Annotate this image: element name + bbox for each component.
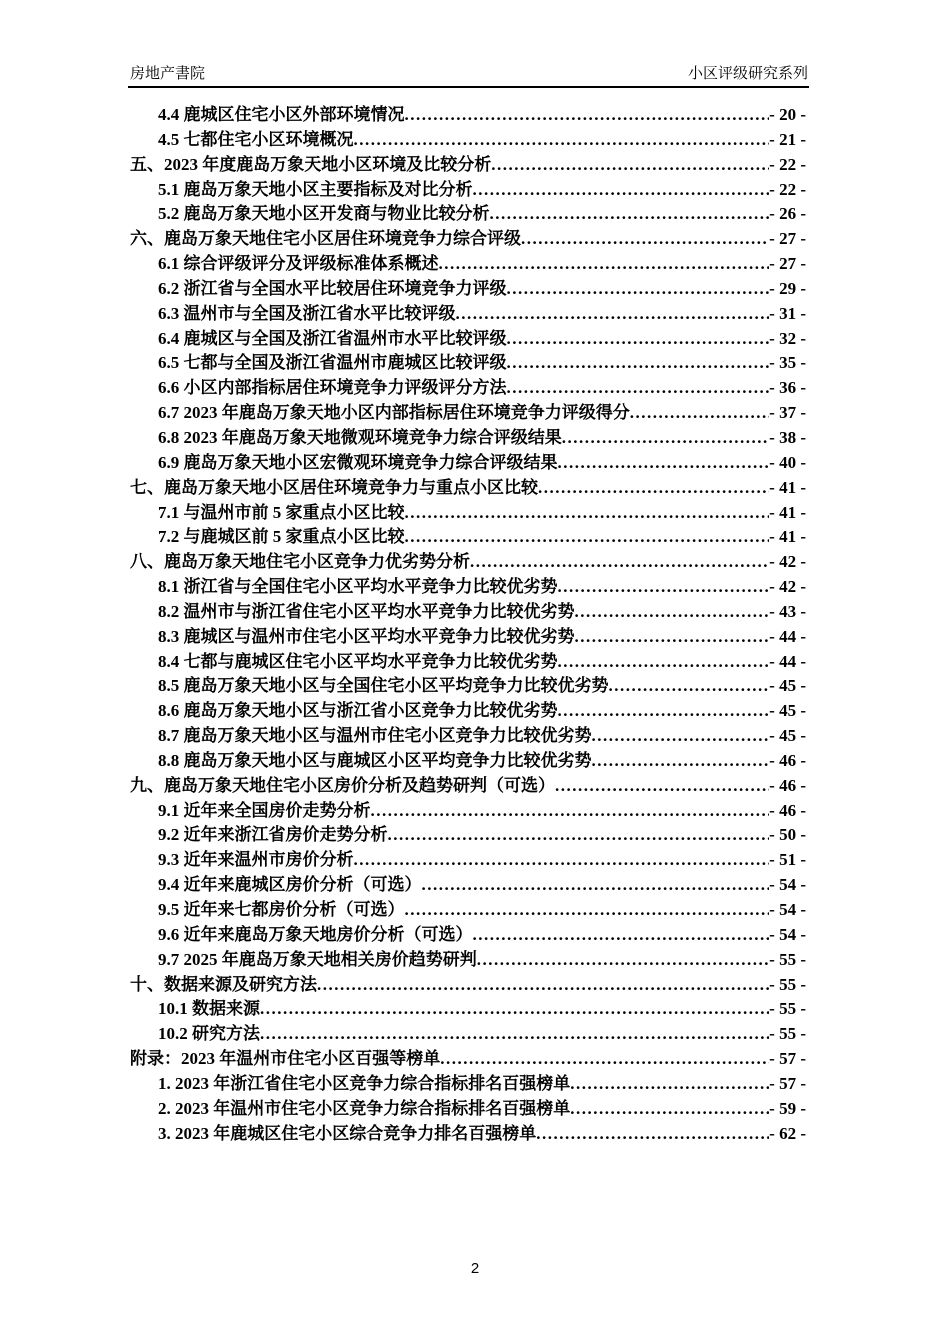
- toc-entry[interactable]: [130, 1097, 806, 1122]
- dot-leader: [260, 997, 769, 1022]
- toc-entry[interactable]: [130, 426, 806, 451]
- toc-entry-page-number: - 54 -: [769, 875, 806, 895]
- dot-leader: [592, 724, 770, 749]
- dot-leader: [507, 327, 770, 352]
- header-right-series-title: 小区评级研究系列: [687, 65, 808, 82]
- toc-entry-label[interactable]: 附录：2023 年温州市住宅小区百强等榜单: [130, 1049, 441, 1069]
- toc-entry-page-number: - 26 -: [769, 204, 806, 224]
- toc-entry[interactable]: [130, 476, 806, 501]
- toc-entry[interactable]: [130, 277, 806, 302]
- dot-leader: [536, 1122, 769, 1147]
- toc-entry-label[interactable]: 8.2 温州市与浙江省住宅小区平均水平竞争力比较优劣势: [158, 601, 575, 621]
- dot-leader: [490, 202, 770, 227]
- toc-entry-label[interactable]: 9.4 近年来鹿城区房价分析（可选）: [158, 875, 422, 895]
- toc-entry-label[interactable]: 7.1 与温州市前 5 家重点小区比较: [158, 502, 405, 522]
- toc-entry-label[interactable]: 九、鹿岛万象天地住宅小区房价分析及趋势研判（可选）: [130, 775, 555, 795]
- toc-entry-page-number: - 45 -: [769, 701, 806, 721]
- dot-leader: [473, 923, 770, 948]
- toc-entry[interactable]: [130, 575, 806, 600]
- toc-entry-page-number: - 32 -: [769, 328, 806, 348]
- toc-entry-page-number: - 35 -: [769, 353, 806, 373]
- dot-leader: [354, 128, 770, 153]
- toc-entry[interactable]: [130, 525, 806, 550]
- dot-leader: [562, 426, 769, 451]
- dot-leader: [609, 674, 770, 699]
- dot-leader: [260, 1022, 769, 1047]
- toc-entry-label[interactable]: 9.6 近年来鹿岛万象天地房价分析（可选）: [158, 924, 473, 944]
- dot-leader: [575, 625, 770, 650]
- dot-leader: [371, 799, 770, 824]
- toc-entry-page-number: - 22 -: [769, 154, 806, 174]
- dot-leader: [558, 650, 770, 675]
- toc-entry-label[interactable]: 6.4 鹿城区与全国及浙江省温州市水平比较评级: [158, 328, 507, 348]
- toc-entry-label[interactable]: 6.5 七都与全国及浙江省温州市鹿城区比较评级: [158, 353, 507, 373]
- dot-leader: [473, 178, 770, 203]
- toc-entry[interactable]: [130, 1022, 806, 1047]
- toc-entry-page-number: - 40 -: [769, 452, 806, 472]
- dot-leader: [558, 575, 770, 600]
- toc-entry[interactable]: [130, 600, 806, 625]
- toc-entry[interactable]: [130, 327, 806, 352]
- toc-entry[interactable]: [130, 674, 806, 699]
- page-footer: [0, 1260, 950, 1277]
- toc-entry-label[interactable]: 六、鹿岛万象天地住宅小区居住环境竞争力综合评级: [130, 229, 521, 249]
- toc-entry-page-number: - 50 -: [769, 825, 806, 845]
- dot-leader: [491, 153, 769, 178]
- toc-entry-label[interactable]: 1. 2023 年浙江省住宅小区竞争力综合指标排名百强榜单: [158, 1073, 571, 1093]
- toc-entry-label[interactable]: 五、2023 年度鹿岛万象天地小区环境及比较分析: [130, 154, 492, 174]
- dot-leader: [507, 351, 770, 376]
- dot-leader: [558, 699, 770, 724]
- toc-entry-label[interactable]: 5.1 鹿岛万象天地小区主要指标及对比分析: [158, 179, 473, 199]
- header-divider: [128, 86, 809, 88]
- toc-entry-page-number: - 21 -: [769, 129, 806, 149]
- dot-leader: [630, 401, 769, 426]
- toc-entry-label[interactable]: 6.1 综合评级评分及评级标准体系概述: [158, 254, 439, 274]
- toc-entry[interactable]: [130, 848, 806, 873]
- toc-entry-label[interactable]: 9.2 近年来浙江省房价走势分析: [158, 825, 388, 845]
- toc-entry-label[interactable]: 8.5 鹿岛万象天地小区与全国住宅小区平均竞争力比较优劣势: [158, 676, 609, 696]
- dot-leader: [570, 1072, 769, 1097]
- dot-leader: [470, 550, 769, 575]
- table-of-contents: [130, 103, 806, 1146]
- toc-entry[interactable]: [130, 774, 806, 799]
- toc-entry-label[interactable]: 4.5 七都住宅小区环境概况: [158, 129, 354, 149]
- toc-entry[interactable]: [130, 202, 806, 227]
- toc-entry-page-number: - 59 -: [769, 1098, 806, 1118]
- toc-entry-page-number: - 31 -: [769, 303, 806, 323]
- dot-leader: [388, 823, 770, 848]
- toc-entry-label[interactable]: 8.4 七都与鹿城区住宅小区平均水平竞争力比较优劣势: [158, 651, 558, 671]
- toc-entry-label[interactable]: 2. 2023 年温州市住宅小区竞争力综合指标排名百强榜单: [158, 1098, 571, 1118]
- toc-entry[interactable]: [130, 302, 806, 327]
- dot-leader: [405, 898, 770, 923]
- toc-entry-label[interactable]: 3. 2023 年鹿城区住宅小区综合竞争力排名百强榜单: [158, 1123, 537, 1143]
- dot-leader: [456, 302, 770, 327]
- toc-entry-page-number: - 41 -: [769, 502, 806, 522]
- dot-leader: [317, 973, 769, 998]
- toc-entry-label[interactable]: 7.2 与鹿城区前 5 家重点小区比较: [158, 527, 405, 547]
- toc-entry-page-number: - 42 -: [769, 552, 806, 572]
- toc-entry-page-number: - 55 -: [769, 1024, 806, 1044]
- toc-entry-label[interactable]: 10.1 数据来源: [158, 999, 260, 1019]
- toc-entry-page-number: - 43 -: [769, 601, 806, 621]
- toc-entry[interactable]: [130, 699, 806, 724]
- toc-entry-page-number: - 46 -: [769, 775, 806, 795]
- toc-entry-label[interactable]: 8.7 鹿岛万象天地小区与温州市住宅小区竞争力比较优劣势: [158, 726, 592, 746]
- dot-leader: [558, 451, 770, 476]
- toc-entry-page-number: - 55 -: [769, 949, 806, 969]
- toc-entry[interactable]: [130, 898, 806, 923]
- toc-entry-page-number: - 29 -: [769, 278, 806, 298]
- toc-entry-label[interactable]: 8.8 鹿岛万象天地小区与鹿城区小区平均竞争力比较优劣势: [158, 750, 592, 770]
- toc-entry-label[interactable]: 八、鹿岛万象天地住宅小区竞争力优劣势分析: [130, 552, 470, 572]
- toc-entry-page-number: - 55 -: [769, 999, 806, 1019]
- toc-entry[interactable]: [130, 501, 806, 526]
- toc-entry-label[interactable]: 9.3 近年来温州市房价分析: [158, 850, 354, 870]
- dot-leader: [570, 1097, 769, 1122]
- dot-leader: [507, 376, 770, 401]
- toc-entry-page-number: - 41 -: [769, 527, 806, 547]
- dot-leader: [405, 501, 770, 526]
- dot-leader: [507, 277, 770, 302]
- toc-entry-page-number: - 20 -: [769, 105, 806, 124]
- toc-entry-label[interactable]: 4.4 鹿城区住宅小区外部环境情况: [158, 105, 405, 124]
- toc-entry[interactable]: [130, 1072, 806, 1097]
- toc-entry-label[interactable]: 6.8 2023 年鹿岛万象天地微观环境竞争力综合评级结果: [158, 427, 562, 447]
- toc-entry-label[interactable]: 七、鹿岛万象天地小区居住环境竞争力与重点小区比较: [130, 477, 538, 497]
- toc-entry[interactable]: [130, 997, 806, 1022]
- toc-entry[interactable]: [130, 376, 806, 401]
- toc-entry-page-number: - 57 -: [769, 1049, 806, 1069]
- toc-entry-label[interactable]: 6.9 鹿岛万象天地小区宏微观环境竞争力综合评级结果: [158, 452, 558, 472]
- toc-entry-page-number: - 37 -: [769, 403, 806, 423]
- toc-entry-page-number: - 44 -: [769, 651, 806, 671]
- dot-leader: [592, 749, 770, 774]
- toc-entry[interactable]: [130, 178, 806, 203]
- toc-entry-page-number: - 41 -: [769, 477, 806, 497]
- toc-entry-page-number: - 36 -: [769, 378, 806, 398]
- toc-entry-page-number: - 45 -: [769, 726, 806, 746]
- dot-leader: [405, 525, 770, 550]
- toc-entry-label[interactable]: 5.2 鹿岛万象天地小区开发商与物业比较分析: [158, 204, 490, 224]
- toc-entry[interactable]: [130, 799, 806, 824]
- dot-leader: [422, 873, 770, 898]
- toc-entry-label[interactable]: 8.3 鹿城区与温州市住宅小区平均水平竞争力比较优劣势: [158, 626, 575, 646]
- toc-entry-page-number: - 42 -: [769, 577, 806, 597]
- toc-entry[interactable]: [130, 973, 806, 998]
- toc-entry-label[interactable]: 9.1 近年来全国房价走势分析: [158, 800, 371, 820]
- toc-entry[interactable]: [130, 873, 806, 898]
- toc-entry-label[interactable]: 6.7 2023 年鹿岛万象天地小区内部指标居住环境竞争力评级得分: [158, 403, 630, 423]
- toc-entry[interactable]: [130, 103, 806, 128]
- toc-entry-label[interactable]: 8.1 浙江省与全国住宅小区平均水平竞争力比较优劣势: [158, 577, 558, 597]
- toc-entry[interactable]: [130, 823, 806, 848]
- toc-entry[interactable]: [130, 153, 806, 178]
- toc-entry[interactable]: [130, 1122, 806, 1147]
- toc-entry-page-number: - 54 -: [769, 924, 806, 944]
- toc-entry[interactable]: [130, 351, 806, 376]
- toc-entry-page-number: - 55 -: [769, 974, 806, 994]
- toc-entry[interactable]: [130, 749, 806, 774]
- toc-entry-page-number: - 22 -: [769, 179, 806, 199]
- toc-entry[interactable]: [130, 401, 806, 426]
- toc-entry-label[interactable]: 10.2 研究方法: [158, 1024, 260, 1044]
- toc-entry-label[interactable]: 6.2 浙江省与全国水平比较居住环境竞争力评级: [158, 278, 507, 298]
- toc-entry[interactable]: [130, 451, 806, 476]
- toc-entry-page-number: - 44 -: [769, 626, 806, 646]
- toc-entry-page-number: - 51 -: [769, 850, 806, 870]
- toc-entry-label[interactable]: 6.3 温州市与全国及浙江省水平比较评级: [158, 303, 456, 323]
- toc-entry-page-number: - 54 -: [769, 900, 806, 919]
- page-number: 2: [470, 1260, 480, 1277]
- toc-entry[interactable]: [130, 550, 806, 575]
- toc-entry-page-number: - 57 -: [769, 1073, 806, 1093]
- toc-entry[interactable]: [130, 923, 806, 948]
- toc-entry-page-number: - 46 -: [769, 800, 806, 820]
- toc-entry[interactable]: [130, 650, 806, 675]
- toc-entry-page-number: - 45 -: [769, 676, 806, 696]
- dot-leader: [439, 252, 770, 277]
- toc-entry[interactable]: [130, 948, 806, 973]
- toc-entry-page-number: - 46 -: [769, 750, 806, 770]
- toc-entry-label[interactable]: 6.6 小区内部指标居住环境竞争力评级评分方法: [158, 378, 507, 398]
- dot-leader: [575, 600, 770, 625]
- toc-entry[interactable]: [130, 1047, 806, 1072]
- toc-entry-page-number: - 38 -: [769, 427, 806, 447]
- page-header: [130, 62, 808, 83]
- dot-leader: [440, 1047, 769, 1072]
- dot-leader: [477, 948, 769, 973]
- toc-entry-label[interactable]: 9.7 2025 年鹿岛万象天地相关房价趋势研判: [158, 949, 477, 969]
- dot-leader: [555, 774, 769, 799]
- toc-entry[interactable]: [130, 625, 806, 650]
- dot-leader: [521, 227, 769, 252]
- toc-entry[interactable]: [130, 227, 806, 252]
- dot-leader: [354, 848, 770, 873]
- toc-entry-label[interactable]: 8.6 鹿岛万象天地小区与浙江省小区竞争力比较优劣势: [158, 701, 558, 721]
- toc-entry-label[interactable]: 9.5 近年来七都房价分析（可选）: [158, 900, 405, 919]
- toc-entry[interactable]: [130, 724, 806, 749]
- header-left-title: 房地产書院: [130, 65, 206, 82]
- toc-entry[interactable]: [130, 252, 806, 277]
- toc-entry-page-number: - 27 -: [769, 254, 806, 274]
- toc-entry[interactable]: [130, 128, 806, 153]
- toc-entry-label[interactable]: 十、数据来源及研究方法: [130, 974, 317, 994]
- dot-leader: [538, 476, 769, 501]
- toc-entry-page-number: - 27 -: [769, 229, 806, 249]
- toc-entry-page-number: - 62 -: [769, 1123, 806, 1143]
- dot-leader: [405, 103, 770, 128]
